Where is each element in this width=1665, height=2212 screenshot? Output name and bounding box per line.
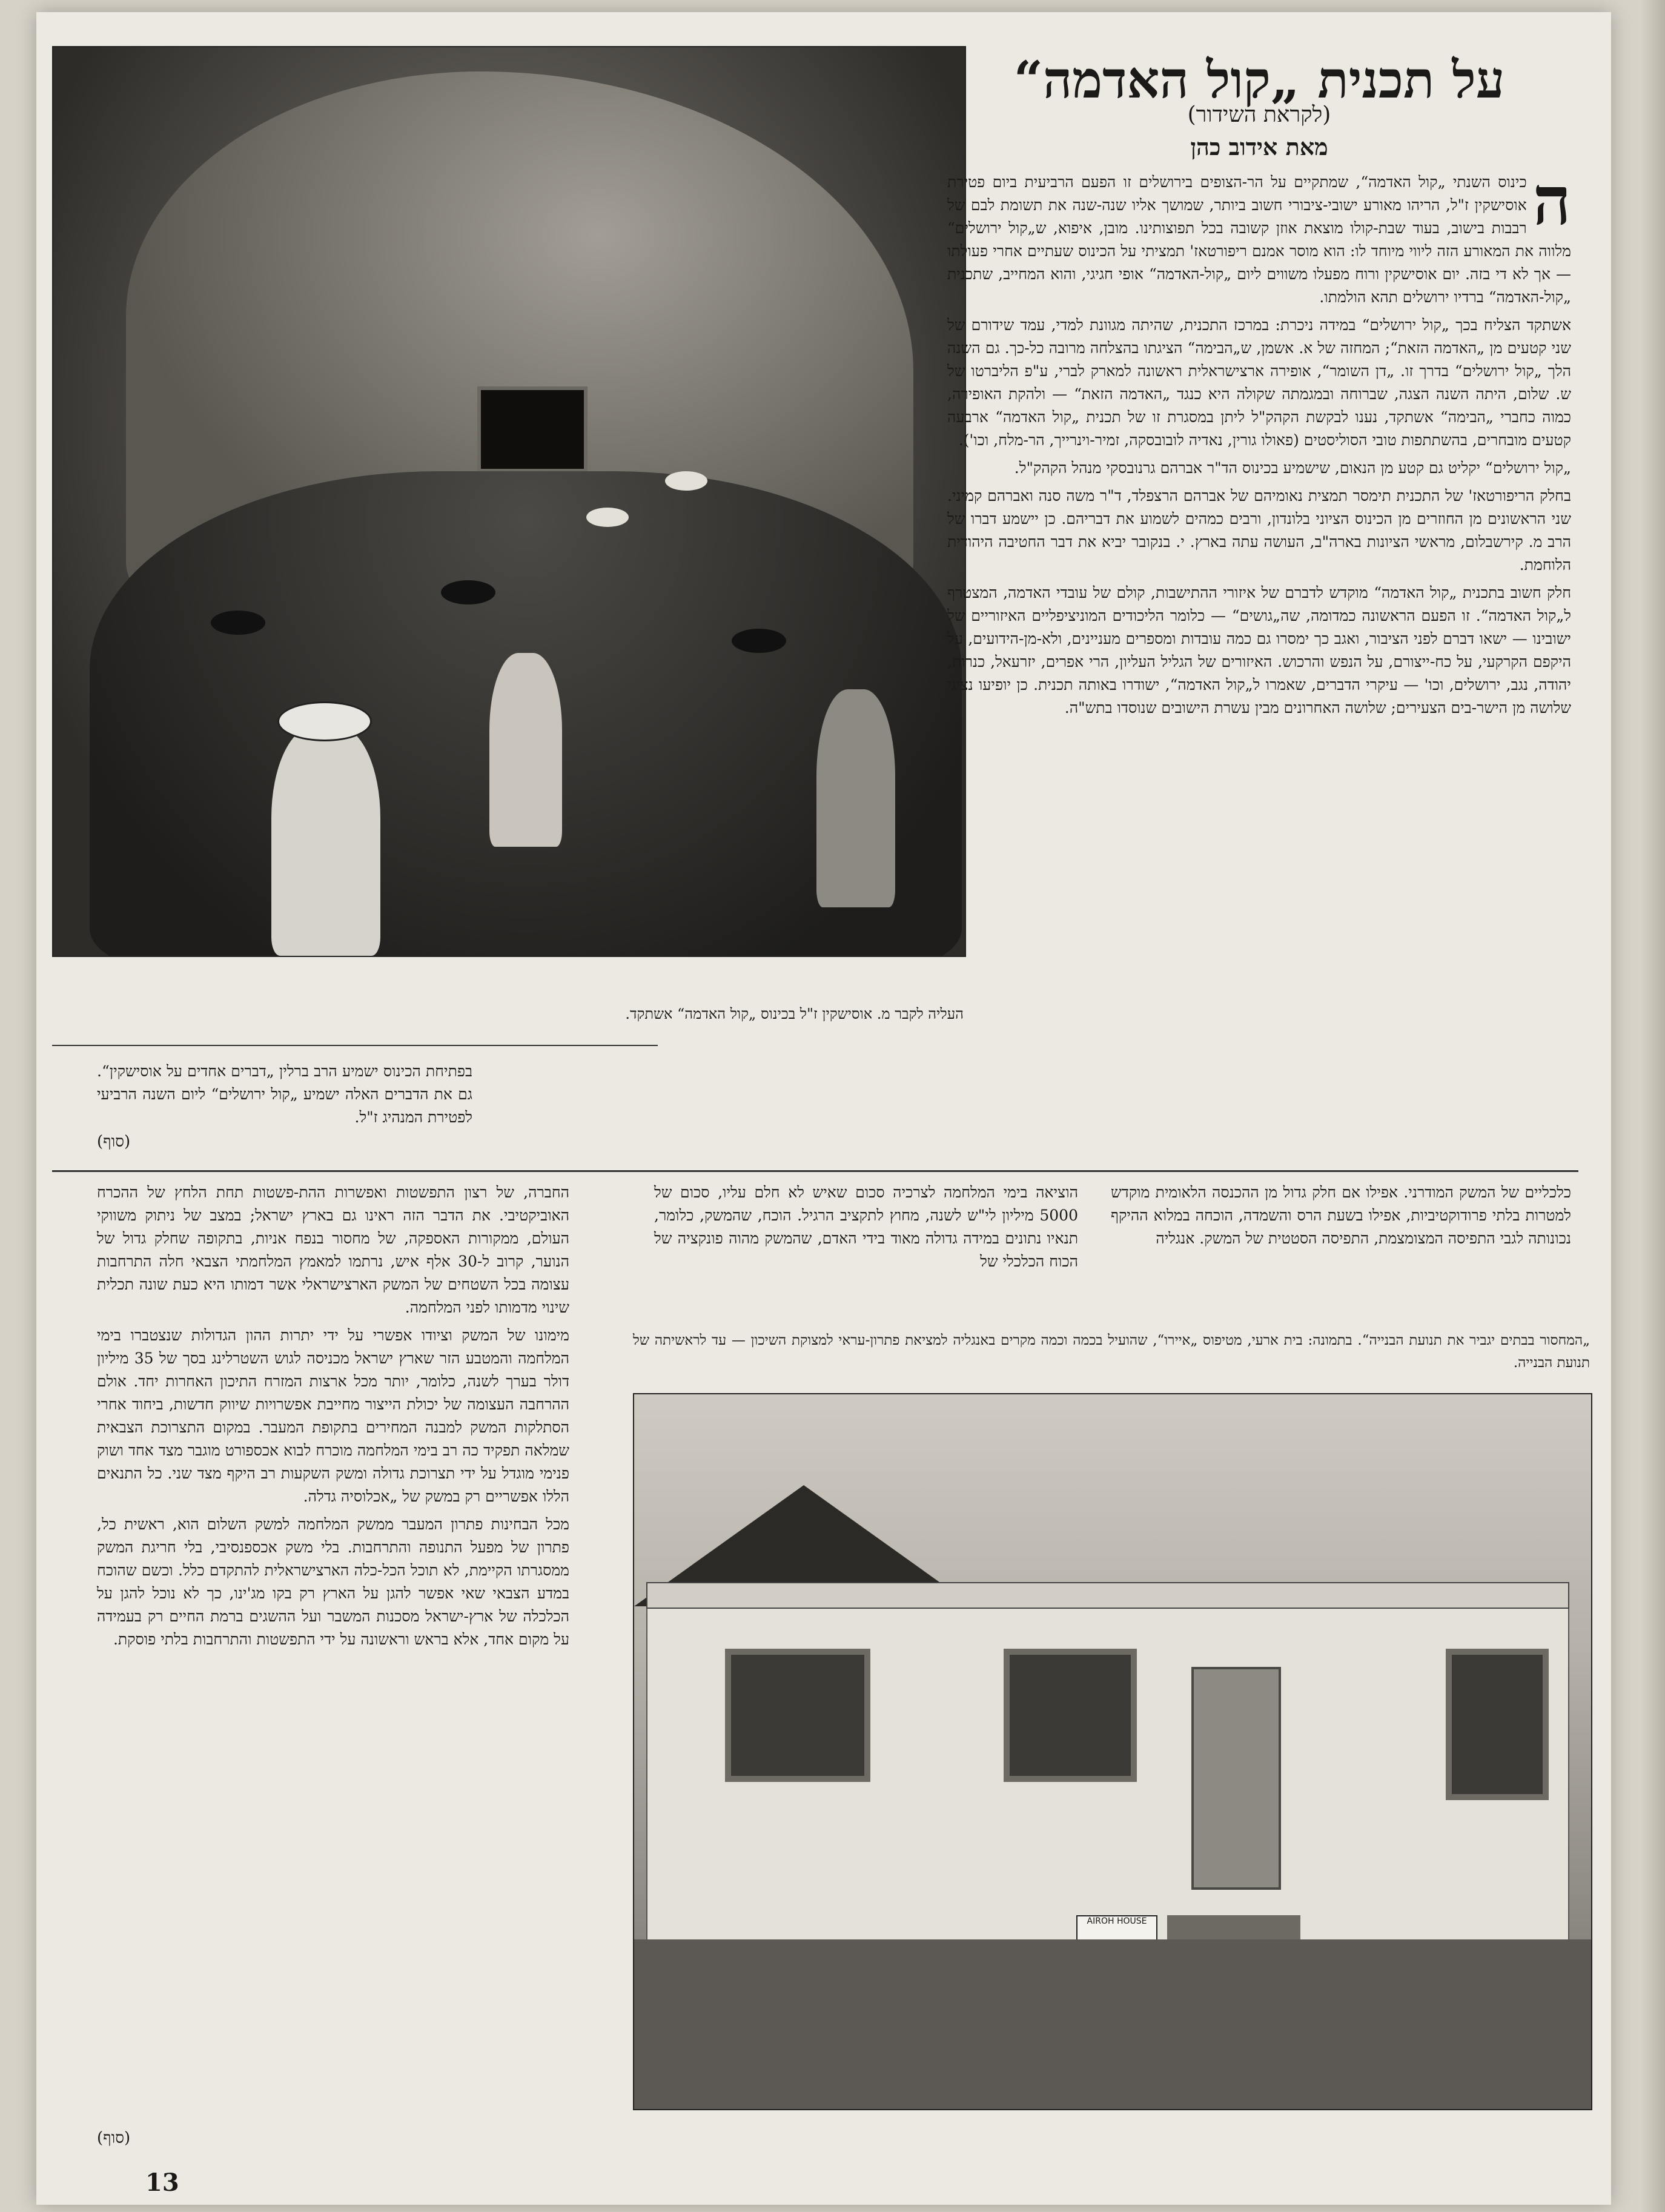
economy-paragraph: מימונו של המשק וציודו אפשרי על ידי יתרות ההון הגדולות שנצטברו בימי המלחמה והמטבע הזר שארץ ישראל מכניסה לגוש השטרלינג בסך של 35 מיליון דולר בערך לשנה, כלומר, יותר מכל ארצות המזרח התיכון האחרות יחד. אולם ההרחבה העצומה של יכולת הייצור מחייבת אפשרויות שיווק חדשות, ביחוד אחרי הסתלקות המשק למבנה המחירים בתקופת המעבר. במקום התצרוכת הצבאית שמלאה תפקיד כה רב בימי המלחמה מוכרח לבוא אכספורט מוגבר מצד אחד ושוק פנימי מוגדל על ידי תצרוכת גדולה ומשק השקעות רב היקף מצד שני. כל התנאים הללו אפשריים רק במשק של „אכלוסיה גדלה. bbox=[97, 1326, 569, 1505]
article-subtitle: (לקראת השידור) bbox=[1187, 102, 1331, 127]
economy-end-mark: (סוף) bbox=[97, 2129, 131, 2147]
house-eave bbox=[646, 1582, 1569, 1609]
article-paragraph: חלק חשוב בתכנית „קול האדמה“ מוקדש לדברם של איזורי ההתישבות, קולם של עובדי האדמה, המצטרף ל„קול האדמה“. זו הפעם הראשונה כמדומה, שה„גושים“ — כלומר הליכודים המוניציפליים האיזוריים של ישובינו — ישאו דברם לפני הציבור, ואגב כך ימסרו גם כמה עובדות ומספרים מעניינים, ולא-מן-הידועים, על היקפם הקרקעי, על כח-ייצורם, על הנפש והרכוש. האיזורים של הגליל העליון, הרי אפרים, יזרעאל, כנרות, יהודה, נגב, ירושלים, וכו' — עיקרי הדברים, שאמרו ל„קול האדמה“, ישודרו באותה תכנית. כן יופיעו נציגי שלושה מן הישר-בים הצעירים; שלושה האחרונים מבין עשרת הישובים שנוסדו בתש"ה. bbox=[947, 584, 1571, 717]
article-paragraph: כינוס השנתי „קול האדמה“, שמתקיים על הר-הצופים בירושלים זו הפעם הרביעית ביום פטירת אוסישקין ז"ל, הריהו מאורע ישובי-ציבורי חשוב ביותר, שמושך אליו שנה-שנה את תשומת לבם של רבבות בישוב, בעוד שבת-קולו מוצאת אוזן קשובה בכל תפוצותינו. מובן, איפוא, ש„קול ירושלים“ מלווה את המאורע הזה ליווי מיוחד לו: הוא מוסר אמנם ריפורטאז' תמציתי על הכינוס שעתיים אחרי פעולתו — אך לא די בזה. יום אוסישקין ורוח מפעלו משווים ליום „קול-האדמה“ אופי חגיגי, והוא המחייב, שתכנית „קול-האדמה“ ברדיו ירושלים תהא הולמתו. bbox=[947, 173, 1571, 306]
article-title: על תכנית „קול האדמה“ bbox=[1013, 50, 1505, 110]
house-window bbox=[1446, 1649, 1549, 1800]
hat bbox=[665, 471, 707, 491]
hat bbox=[732, 629, 786, 653]
magazine-page bbox=[36, 12, 1611, 2205]
article-paragraph: אשתקד הצליח בכך „קול ירושלים“ במידה ניכרת: במרכז התכנית, שהיתה מגוונת למדי, עמד שידורם של שני קטעים מן „האדמה הזאת“; המחזה של א. אשמן, ש„הבימה“ הציגתו בהצלחה מרובה כל-כך. גם השנה הלך „קול ירושלים“ בדרך זו. „דן השומר“, אופירה ארצישראלית ראשונה למארק לברי, ע"פ הליברטו של ש. שלום, היתה השנה הצגה, שברוחה ובמגמתה שקולה היא כנגד „האדמה הזאת“ — ולהקת האופירה, כמוה כחברי „הבימה“ אשתקד, נענו לבקשת הקהק"ל ליתן במסגרת זו של תכנית „קול האדמה“ ארבעה קטעים מובחרים, בהשתתפות טובי הסוליסטים (פאולו גורין, נאדיה לובובסקה, זמיר-וינרייך, הר-מלח, וכו'). bbox=[947, 316, 1571, 449]
hat bbox=[586, 508, 629, 527]
divider bbox=[52, 1045, 658, 1046]
pavement bbox=[634, 1939, 1591, 2109]
economy-column-right: כלכליים של המשק המודרני. אפילו אם חלק גדול מן ההכנסה הלאומית מוקדש למטרות בלתי פרודוקטיביות, אפילו בשעת הרס והשמדה, הוכחה במלוא ההיקף נכונותה לגבי התפיסה המצומצמת, התפיסה הסטטית של המשק. אנגליה bbox=[1111, 1184, 1571, 1247]
crowd-caption: העליה לקבר מ. אוסישקין ז"ל בכינוס „קול האדמה“ אשתקד. bbox=[625, 1005, 964, 1022]
article-end-mark: (סוף) bbox=[97, 1133, 131, 1151]
section-divider bbox=[52, 1170, 1578, 1172]
article-paragraph: „קול ירושלים“ יקליט גם קטע מן הנאום, שישמיע בכינוס הד"ר אברהם גרנובסקי מנהל הקהק"ל. bbox=[1014, 459, 1571, 477]
house-door bbox=[1191, 1667, 1281, 1890]
house-caption: „המחסור בבתים יגביר את תנועת הבנייה“. בתמונה: בית ארעי, מטיפוס „איירו“, שהועיל בכמה וכמה מקרים באנגליה למציאת פתרון-עראי למצוקת השיכון — עד לראשיתה של תנועת הבנייה. bbox=[633, 1333, 1590, 1371]
economy-paragraph: החברה, של רצון התפשטות ואפשרות ההת-פשטות תחת הלחץ של ההכרח האוביקטיבי. את הדבר הזה ראינו גם בארץ ישראל; במצב של ניתוק משווקי העולם, ממקורות האספקה, של מחסור בנפח אניות, בתקופה שחלק גדול של הנוער, קרוב ל-30 אלף איש, נרתמו למאמץ המלחמתי הצבאי חלה התרחבות עצומה בכל השטחים של המשק הארצישראלי אשר דמותו היא כעת שונה תכלית שינוי מדמותו לפני המלחמה. bbox=[97, 1184, 569, 1316]
article-closing: בפתיחת הכינוס ישמיע הרב ברלין „דברים אחדים על אוסישקין“. גם את הדברים האלה ישמיע „קול ירושלים“ ליום השנה הרביעי לפטירת המנהיג ז"ל. bbox=[97, 1062, 472, 1126]
figure-right bbox=[816, 689, 895, 907]
house-sign: AIROH HOUSE bbox=[1076, 1915, 1157, 1960]
hat bbox=[211, 611, 265, 635]
woman-in-white bbox=[271, 726, 380, 956]
white-hat bbox=[277, 701, 372, 741]
page-edge-shadow bbox=[1641, 0, 1665, 2212]
article-byline: מאת אידוב כהן bbox=[1190, 133, 1328, 161]
page-number: 13 bbox=[145, 2168, 179, 2197]
tomb-entrance bbox=[477, 386, 588, 472]
house-photo bbox=[633, 1393, 1592, 2110]
house-window bbox=[1004, 1649, 1137, 1782]
crowd-photo bbox=[52, 46, 966, 957]
figure-light bbox=[489, 653, 562, 847]
economy-paragraph: מכל הבחינות פתרון המעבר ממשק המלחמה למשק השלום הוא, ראשית כל, פתרון של מפעל התנופה והתרחבות. בלי משק אכספנסיבי, בלי חריגת המשק ממסגרתו הקיימת, לא תוכל הכל-כלה הארצישראלית להתקדם כלל. וכשם שהוכח במדע הצבאי שאי אפשר להגן על הארץ רק בקו מג'ינו, כך לא נוכל להגן על הכלכלה של ארץ-ישראל מסכנות המשבר ועל ההשגים ברמת החיים רק בעמידה על מקום אחד, אלא בראש וראשונה על ידי התפשטות והתרחבות בלתי פוסקת. bbox=[97, 1515, 569, 1648]
house-window bbox=[725, 1649, 870, 1782]
article-body bbox=[947, 162, 1571, 724]
drop-cap: ה bbox=[1532, 162, 1571, 240]
hat bbox=[441, 580, 495, 604]
economy-column-middle: הוציאה בימי המלחמה לצרכיה סכום שאיש לא חלם עליו, סכום של 5000 מיליון לי"ש לשנה, מחוץ לתקציב הרגיל. הוכח, שהמשק, כלומר, תנאיו נתונים במידה גדולה מאוד בידי האדם, שהמשק מהוה פונקציה של הכוח הכלכלי של bbox=[654, 1184, 1078, 1270]
economy-column-left bbox=[97, 1181, 569, 1656]
article-paragraph: בחלק הריפורטאז' של התכנית תימסר תמצית נאומיהם של אברהם הרצפלד, ד"ר משה סנה ואברהם קמיני. שני הראשונים מן החוזרים מן הכינוס הציוני בלונדון, ורבים כמהים לשמוע את דבריהם. כן יישמע דברו של הרב מ. קירשבלום, מראשי הציונות בארה"ב, העושה עתה בארץ. י. בנקובר יביא את דבר החטיבה היהודית הלוחמת. bbox=[947, 487, 1571, 574]
